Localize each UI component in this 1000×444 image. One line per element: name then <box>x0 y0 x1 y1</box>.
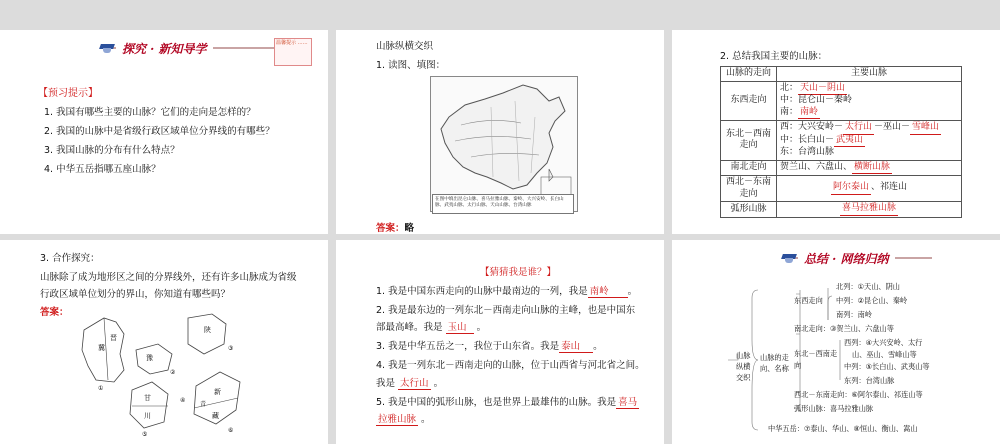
question-text: 3. 我是中华五岳之一，我位于山东省。我是 <box>376 341 560 352</box>
mindmap-ew-middle: 中列：②昆仑山、秦岭 <box>836 296 908 305</box>
slide-mountain-summary <box>672 30 1000 234</box>
mindmap-five-mountains: 中华五岳：⑦泰山、华山、⑧恒山、衡山、嵩山 <box>768 424 918 433</box>
answer-text: 略 <box>404 223 415 234</box>
answer-fill: 拉雅山脉 <box>376 411 418 426</box>
inquiry-heading: 3. 合作探究： <box>40 253 100 264</box>
table-header-row <box>721 67 962 82</box>
mindmap-ew: 东西走向 <box>794 296 823 305</box>
answer-fill: 南岭 <box>588 283 628 298</box>
table-header-direction: 山脉的走向 <box>721 67 777 82</box>
map-number: ① <box>98 385 104 392</box>
row-mountains <box>777 121 962 161</box>
slide-map-exercise <box>336 30 664 234</box>
province-outline <box>130 382 168 428</box>
answer-fill: 太行山 <box>398 375 431 390</box>
answer-fill: 喜马拉雅山脉 <box>840 203 898 216</box>
map-number: ⑤ <box>142 431 148 438</box>
mindmap-arc: 弧形山脉：喜马拉雅山脉 <box>794 404 874 413</box>
question-4-line-2 <box>376 375 443 390</box>
map-label: 青 <box>200 401 207 408</box>
table-row <box>721 176 962 202</box>
map-label: 陕 <box>204 326 211 334</box>
question-text: 1. 我是中国东西走向的山脉中最南边的一列，我是 <box>376 286 588 297</box>
question-text: 我是 <box>376 378 396 389</box>
question-text: 部最高峰。我是 <box>376 322 443 333</box>
line-text: 贺兰山、六盘山、 <box>780 161 853 172</box>
period: 。 <box>627 286 638 297</box>
period: 。 <box>421 414 431 425</box>
question-5-line-1 <box>376 394 639 409</box>
table-row <box>721 160 962 176</box>
map-label: 豫 <box>146 354 153 362</box>
mindmap-ns: 南北走向：③贺兰山、六盘山等 <box>794 324 894 333</box>
answer-fill: 喜马 <box>616 394 639 409</box>
answer-fill: 雪峰山 <box>910 122 941 135</box>
china-outline-map <box>430 76 578 212</box>
line-text: 东：台湾山脉 <box>780 147 835 157</box>
slide-cooperative-inquiry <box>0 240 328 444</box>
answer-line <box>376 220 414 234</box>
slide-guess-who <box>336 240 664 444</box>
question-1 <box>376 283 637 298</box>
inquiry-text-line-1: 山脉除了成为地形区之间的分界线外，还有许多山脉成为省级 <box>40 272 297 283</box>
mindmap-nw: 西北－东南走向：⑥阿尔泰山、祁连山等 <box>794 390 923 399</box>
mindmap-ew-south: 南列：南岭 <box>836 310 872 319</box>
answer-fill: 泰山 <box>559 338 593 353</box>
row-direction: 东北－西南走向 <box>721 121 777 161</box>
line-text: 、祁连山 <box>871 182 908 193</box>
graduation-cap-icon <box>100 42 114 54</box>
row-mountains <box>777 202 962 218</box>
preview-item-1: 1. 我国有哪些主要的山脉？它们的走向是怎样的？ <box>44 107 256 118</box>
answer-fill: 玉山 <box>446 319 474 334</box>
map-label: 藏 <box>212 412 219 420</box>
preview-item-3: 3. 我国山脉的分布有什么特点？ <box>44 145 180 156</box>
answer-fill: 天山－阴山 <box>798 83 847 96</box>
guess-heading: 【猜猜我是谁？】 <box>480 267 557 278</box>
reminder-note: 温馨提示 …… <box>274 38 312 66</box>
answer-fill: 阿尔泰山 <box>831 182 871 195</box>
map-label: 川 <box>144 412 151 420</box>
line-text: 中：长白山－ <box>780 134 835 145</box>
map-number: ④ <box>180 397 186 404</box>
province-outline <box>136 344 172 374</box>
answer-fill: 横断山脉 <box>852 162 892 175</box>
china-map-graphic <box>431 77 577 211</box>
answer-label: 答案： <box>376 223 405 234</box>
preview-item-2: 2. 我国的山脉中是省级行政区域单位分界线的有哪些？ <box>44 126 275 137</box>
answer-fill: 武夷山 <box>834 135 865 148</box>
mindmap-ew-north: 北列：①天山、阴山 <box>836 282 900 291</box>
mindmap-ne-east: 东列：台湾山脉 <box>844 376 895 385</box>
question-3 <box>376 338 603 353</box>
row-mountains <box>777 160 962 176</box>
row-direction: 西北－东南走向 <box>721 176 777 202</box>
mountain-table <box>720 66 962 218</box>
map-legend: 在图中填出昆仑山脉、喜马拉雅山脉、秦岭、大兴安岭、长白山脉、武夷山脉、太行山脉、天山山脉、台湾山脉 <box>432 194 574 214</box>
question-2-line-1: 2. 我是最东边的一列东北－西南走向山脉的主峰，也是中国东 <box>376 305 636 316</box>
mindmap-ne: 东北－西南走向 <box>794 349 838 370</box>
row-direction: 南北走向 <box>721 160 777 176</box>
question-text: 5. 我是中国的弧形山脉，也是世界上最雄伟的山脉。我是 <box>376 397 617 408</box>
question-5-line-2 <box>376 411 431 426</box>
preview-heading: 【预习提示】 <box>38 88 98 99</box>
map-number: ② <box>170 369 176 376</box>
line-text: 北： <box>780 82 799 93</box>
period: 。 <box>593 341 603 352</box>
section-title: 探究 · 新知导学 <box>116 40 213 57</box>
row-mountains <box>777 81 962 121</box>
slide-summary-network <box>672 240 1000 444</box>
task-text: 1. 读图、填图： <box>376 60 446 71</box>
line-text: 中：昆仑山－秦岭 <box>780 95 853 105</box>
answer-label: 答案： <box>40 307 69 318</box>
slide-heading: 山脉纵横交织 <box>376 41 434 52</box>
mindmap-ne-west-1: 西列：④大兴安岭、太行 <box>844 338 923 347</box>
line-text: 南： <box>780 106 799 117</box>
preview-item-4: 4. 中华五岳指哪五座山脉？ <box>44 164 161 175</box>
slide-preview-tips <box>0 30 328 234</box>
table-row <box>721 202 962 218</box>
section-title: 总结 · 网络归纳 <box>798 250 895 267</box>
row-mountains <box>777 176 962 202</box>
line-text: 西：大兴安岭－ <box>780 122 844 132</box>
answer-fill: 太行山 <box>843 122 874 135</box>
question-4-line-1: 4. 我是一列东北－西南走向的山脉，位于山西省与河北省之间。 <box>376 360 645 371</box>
mindmap-branch-directions: 山脉的走向、名称 <box>760 353 789 373</box>
mindmap-ne-west-2: 山、巫山、雪峰山等 <box>852 350 917 359</box>
row-direction: 弧形山脉 <box>721 202 777 218</box>
map-number: ③ <box>228 345 234 352</box>
table-row <box>721 121 962 161</box>
province-outline <box>188 314 226 354</box>
line-text: －巫山－ <box>874 122 911 132</box>
row-direction: 东西走向 <box>721 81 777 121</box>
table-row <box>721 81 962 121</box>
map-label: 甘 <box>144 394 151 402</box>
slide-heading: 2. 总结我国主要的山脉： <box>720 51 828 62</box>
question-2-line-2 <box>376 319 486 334</box>
map-label: 冀 <box>98 344 105 352</box>
mindmap-root: 山脉纵横交织 <box>736 351 751 382</box>
province-boundary-maps <box>76 310 246 440</box>
answer-fill: 南岭 <box>798 107 820 120</box>
period: 。 <box>433 378 444 389</box>
section-title-banner <box>100 38 280 58</box>
map-number: ⑥ <box>228 427 234 434</box>
table-header-mountains: 主要山脉 <box>777 67 962 82</box>
period: 。 <box>476 322 487 333</box>
mindmap-ne-middle: 中列：⑤长白山、武夷山等 <box>844 362 930 371</box>
map-label: 新 <box>214 388 221 396</box>
inquiry-text-line-2: 行政区域单位划分的界山，你知道有哪些吗？ <box>40 289 231 300</box>
map-label: 晋 <box>110 334 117 342</box>
